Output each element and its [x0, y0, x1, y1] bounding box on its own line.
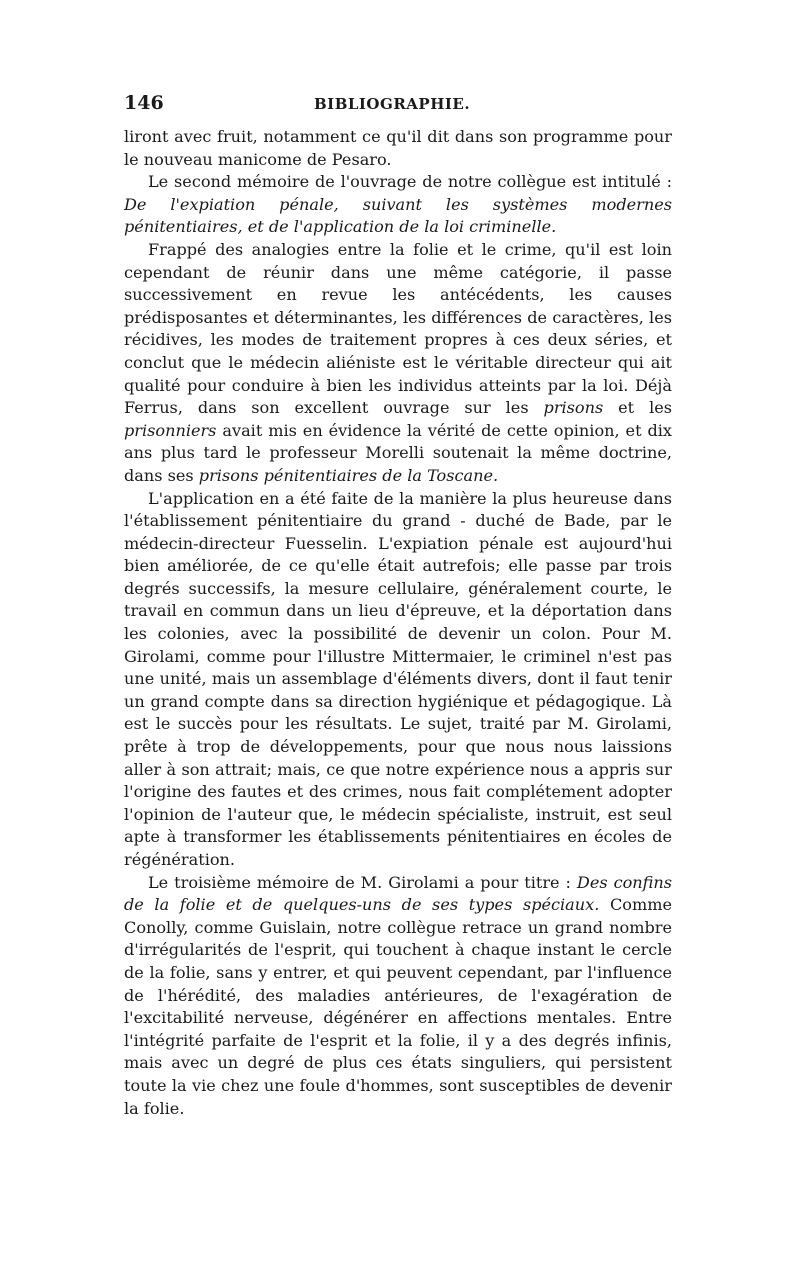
italic-text: Des confins de la folie et de quelques-uns de ses types spéciaux.	[124, 872, 672, 915]
italic-text: De l'expiation pénale, suivant les systèmes modernes pénitentiaires, et de l'application de la loi criminelle.	[124, 194, 672, 237]
italic-text: prisons	[543, 398, 604, 418]
paragraph-p2	[124, 171, 672, 239]
text-run: Comme Conolly, comme Guislain, notre collègue retrace un grand nombre d'irrégularités de l'esprit, qui touchent à chaque instant le cercle de la folie, sans y entrer, et qui peuvent cependant, par l'influence de l'hérédité, des maladies antérieures, de l'exagération de l'excitabilité nerveuse, dégénérer en affections mentales. Entre l'intégrité parfaite de l'esprit et la folie, il y a des degrés infinis, mais avec un degré de plus ces états singuliers, qui persistent toute la vie chez une foule d'hommes, sont susceptibles de devenir la folie.	[124, 895, 672, 1118]
text-run: Le troisième mémoire de M. Girolami a pour titre :	[148, 872, 577, 892]
paragraph-p4	[124, 488, 672, 872]
paragraph-p5	[124, 872, 672, 1121]
page-body	[124, 126, 672, 1120]
italic-text: prisons pénitentiaires de la Toscane.	[198, 465, 499, 485]
running-title: BIBLIOGRAPHIE.	[314, 95, 471, 113]
paragraph-p3	[124, 239, 672, 488]
page-number: 146	[124, 92, 164, 114]
paragraph-p1	[124, 126, 672, 171]
text-run: liront avec fruit, notamment ce qu'il dit dans son programme pour le nouveau manicome de Pesaro.	[124, 127, 672, 169]
text-run: Frappé des analogies entre la folie et le crime, qu'il est loin cependant de réunir dans une même catégorie, il passe successivement en revue les antécédents, les causes prédisposantes et déterminantes, les différences de caractères, les récidives, les modes de traitement propres à ces deux séries, et conclut que le médecin aliéniste est le véritable directeur qui ait qualité pour conduire à bien les individus atteints par la loi. Déjà Ferrus, dans son excellent ouvrage sur les	[124, 239, 672, 418]
book-page	[124, 92, 672, 1120]
text-run: Le second mémoire de l'ouvrage de notre collègue est intitulé :	[148, 172, 672, 192]
text-run: L'application en a été faite de la manière la plus heureuse dans l'établissement pénitentiaire du grand - duché de Bade, par le médecin-directeur Fuesselin. L'expiation pénale est aujourd'hui bien améliorée, de ce qu'elle était autrefois; elle passe par trois degrés successifs, la mesure cellulaire, généralement courte, le travail en commun dans un lieu d'épreuve, et la déportation dans les colonies, avec la possibilité de devenir un colon. Pour M. Girolami, comme pour l'illustre Mittermaier, le criminel n'est pas une unité, mais un assemblage d'éléments divers, dont il faut tenir un grand compte dans sa direction hygiénique et pédagogique. Là est le succès pour les résultats. Le sujet, traité par M. Girolami, prête à trop de développements, pour que nous nous laissions aller à son attrait; mais, ce que notre expérience nous a appris sur l'origine des fautes et des crimes, nous fait complétement adopter l'opinion de l'auteur que, le médecin spécialiste, instruit, est seul apte à transformer les établissements pénitentiaires en écoles de régénération.	[124, 488, 672, 869]
page-header	[124, 92, 672, 122]
text-run: avait mis en évidence la vérité de cette opinion, et dix ans plus tard le professeur Morelli soutenait la même doctrine, dans ses	[124, 420, 672, 485]
italic-text: prisonniers	[124, 420, 217, 440]
text-run: et les	[603, 398, 672, 418]
